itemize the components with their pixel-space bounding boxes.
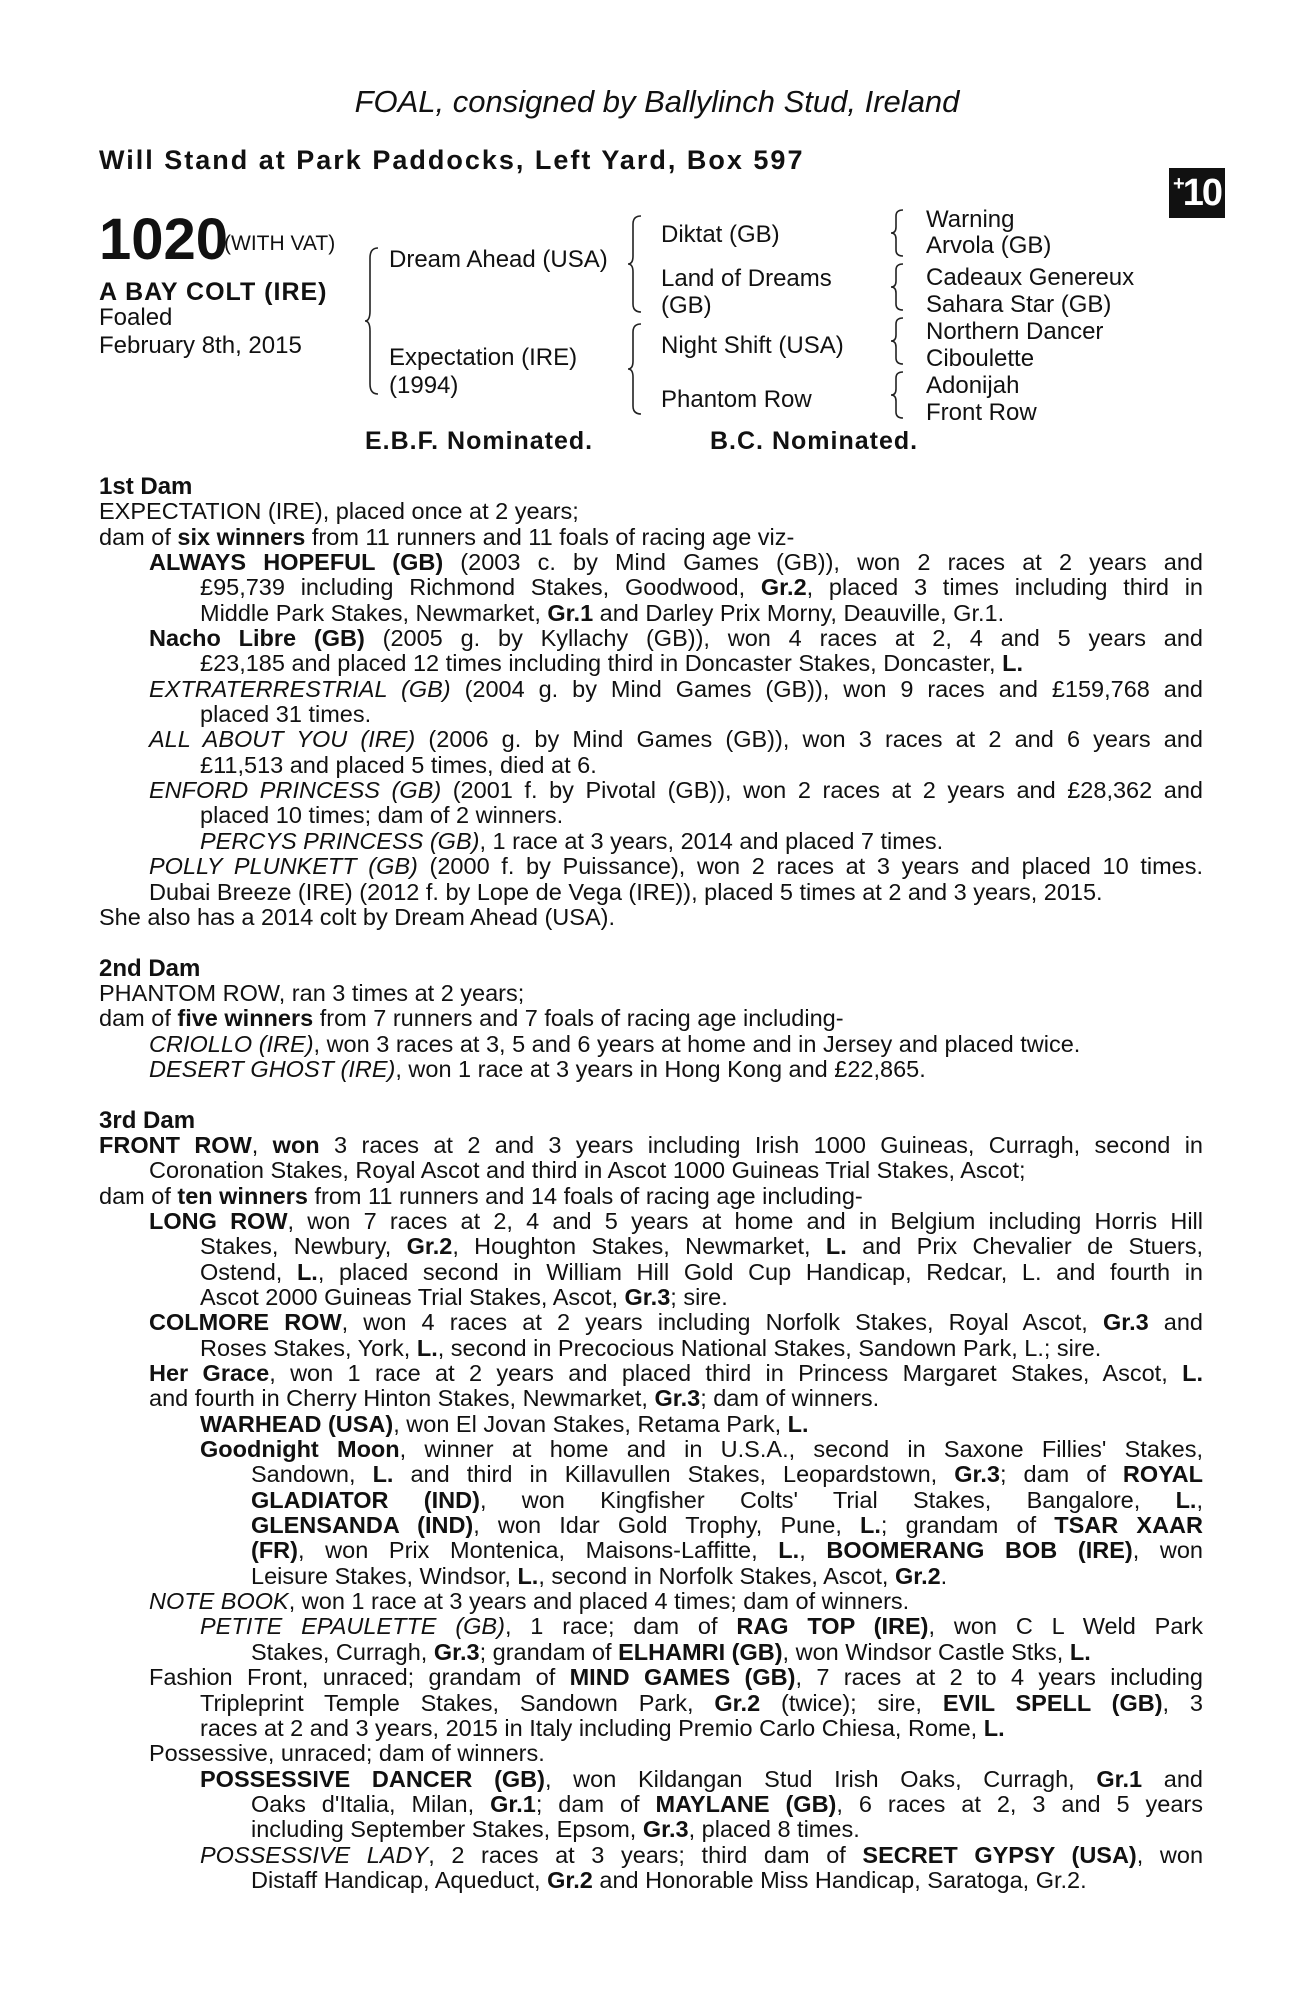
gg-4: Sahara Star (GB)	[926, 291, 1112, 318]
third-dam-line: Tripleprint Temple Stakes, Sandown Park, Gr.2 (twice); sire, EVIL SPELL (GB), 3	[200, 1689, 1203, 1716]
badge-plus-icon: +	[1173, 173, 1183, 195]
lot-number: 1020	[99, 207, 229, 272]
horse-description: A BAY COLT (IRE)	[99, 278, 328, 306]
third-dam-line: Sandown, L. and third in Killavullen Stakes, Leopardstown, Gr.3; dam of ROYAL	[251, 1461, 1203, 1488]
sire-dam-line2: (GB)	[661, 292, 712, 319]
third-dam-line: WARHEAD (USA), won El Jovan Stakes, Retama Park, L.	[200, 1410, 809, 1437]
third-dam-line: including September Stakes, Epsom, Gr.3, placed 8 times.	[251, 1816, 860, 1843]
second-dam-heading: 2nd Dam	[99, 954, 201, 982]
third-dam-line: Fashion Front, unraced; grandam of MIND GAMES (GB), 7 races at 2 to 4 years including	[149, 1664, 1204, 1691]
stand-location: Will Stand at Park Paddocks, Left Yard, Box 597	[99, 145, 805, 175]
gg-3: Cadeaux Genereux	[926, 264, 1135, 291]
bc-nomination: B.C. Nominated.	[710, 427, 919, 455]
third-dam-line: Roses Stakes, York, L., second in Precocious National Stakes, Sandown Park, L.; sire.	[200, 1334, 1102, 1361]
gg-brace-3	[891, 316, 907, 366]
third-dam-line: GLADIATOR (IND), won Kingfisher Colts' Trial Stakes, Bangalore, L.,	[251, 1486, 1203, 1513]
first-dam-line: PERCYS PRINCESS (GB), 1 race at 3 years, 2014 and placed 7 times.	[200, 827, 944, 854]
first-dam-heading: 1st Dam	[99, 473, 193, 500]
third-dam-line: PETITE EPAULETTE (GB), 1 race; dam of RAG TOP (IRE), won C L Weld Park	[200, 1613, 1203, 1640]
gg-2: Arvola (GB)	[926, 232, 1052, 259]
second-dam-line: PHANTOM ROW, ran 3 times at 2 years;	[99, 979, 525, 1006]
third-dam-line: Coronation Stakes, Royal Ascot and third in Ascot 1000 Guineas Trial Stakes, Ascot;	[149, 1157, 1026, 1184]
first-dam-line: Nacho Libre (GB) (2005 g. by Kyllachy (GB)), won 4 races at 2, 4 and 5 years and	[149, 625, 1203, 652]
gg-brace-2	[891, 262, 907, 312]
third-dam-line: (FR), won Prix Montenica, Maisons-Laffitte, L., BOOMERANG BOB (IRE), won	[251, 1537, 1203, 1564]
first-dam-line: dam of six winners from 11 runners and 11 foals of racing age viz-	[99, 523, 795, 550]
second-dam-line: DESERT GHOST (IRE), won 1 race at 3 years in Hong Kong and £22,865.	[149, 1055, 926, 1082]
dam-dam: Phantom Row	[661, 386, 812, 413]
third-dam-line: Distaff Handicap, Aqueduct, Gr.2 and Honorable Miss Handicap, Saratoga, Gr.2.	[251, 1866, 1087, 1893]
first-dam-line: ALL ABOUT YOU (IRE) (2006 g. by Mind Games (GB)), won 3 races at 2 and 6 years and	[149, 726, 1203, 753]
gg-brace-1	[891, 208, 907, 258]
gg-8: Front Row	[926, 399, 1037, 426]
first-dam-line: EXTRATERRESTRIAL (GB) (2004 g. by Mind Games (GB)), won 9 races and £159,768 and	[149, 675, 1204, 702]
first-dam-line: £11,513 and placed 5 times, died at 6.	[200, 751, 597, 778]
third-dam-line: Ostend, L., placed second in William Hill Gold Cup Handicap, Redcar, L. and fourth in	[200, 1258, 1203, 1285]
third-dam-line: COLMORE ROW, won 4 races at 2 years including Norfolk Stakes, Royal Ascot, Gr.3 and	[149, 1309, 1203, 1336]
gg-5: Northern Dancer	[926, 318, 1104, 345]
third-dam-line: Stakes, Newbury, Gr.2, Houghton Stakes, Newmarket, L. and Prix Chevalier de Stuers,	[200, 1233, 1203, 1260]
third-dam-line: Leisure Stakes, Windsor, L., second in Norfolk Stakes, Ascot, Gr.2.	[251, 1562, 948, 1589]
sire-dam-brace	[365, 246, 385, 396]
badge-number: 10	[1182, 172, 1221, 214]
first-dam-line: EXPECTATION (IRE), placed once at 2 years;	[99, 498, 579, 525]
foaled-label: Foaled	[99, 304, 173, 331]
third-dam-line: Ascot 2000 Guineas Trial Stakes, Ascot, Gr.3; sire.	[200, 1284, 728, 1310]
gg-7: Adonijah	[926, 372, 1020, 399]
dam-year: (1994)	[389, 372, 459, 399]
third-dam-line: Goodnight Moon, winner at home and in U.S.A., second in Saxone Fillies' Stakes,	[200, 1436, 1203, 1463]
catalogue-body	[99, 474, 1203, 1893]
first-dam-line: Middle Park Stakes, Newmarket, Gr.1 and Darley Prix Morny, Deauville, Gr.1.	[200, 599, 1005, 626]
second-dam-line: CRIOLLO (IRE), won 3 races at 3, 5 and 6 years at home and in Jersey and placed twice.	[149, 1030, 1081, 1057]
first-dam-line: placed 31 times.	[200, 701, 372, 728]
third-dam-heading: 3rd Dam	[99, 1106, 196, 1134]
gg-6: Ciboulette	[926, 345, 1035, 372]
consignor-title: FOAL, consigned by Ballylinch Stud, Ireland	[354, 84, 960, 119]
third-dam-line: and fourth in Cherry Hinton Stakes, Newmarket, Gr.3; dam of winners.	[149, 1385, 880, 1412]
foaled-date: February 8th, 2015	[99, 332, 302, 359]
dam-sire: Night Shift (USA)	[661, 332, 844, 359]
third-dam-line: Possessive, unraced; dam of winners.	[149, 1740, 545, 1767]
first-dam-line: ENFORD PRINCESS (GB) (2001 f. by Pivotal (GB)), won 2 races at 2 years and £28,362 and	[149, 777, 1203, 804]
sire-dam-line1: Land of Dreams	[661, 265, 832, 292]
third-dam-line: GLENSANDA (IND), won Idar Gold Trophy, Pune, L.; grandam of TSAR XAAR	[251, 1512, 1203, 1539]
third-dam-line: POSSESSIVE DANCER (GB), won Kildangan Stud Irish Oaks, Curragh, Gr.1 and	[200, 1765, 1204, 1792]
first-dam-line: Dubai Breeze (IRE) (2012 f. by Lope de Vega (IRE)), placed 5 times at 2 and 3 years, 2015.	[149, 878, 1103, 905]
gg-brace-4	[891, 370, 907, 420]
ebf-nomination: E.B.F. Nominated.	[365, 427, 594, 455]
dam-name: Expectation (IRE)	[389, 344, 578, 371]
first-dam-line: £95,739 including Richmond Stakes, Goodwood, Gr.2, placed 3 times including third in	[200, 574, 1203, 601]
third-dam-line: Oaks d'Italia, Milan, Gr.1; dam of MAYLANE (GB), 6 races at 2, 3 and 5 years	[251, 1790, 1203, 1817]
third-dam-line: LONG ROW, won 7 races at 2, 4 and 5 years at home and in Belgium including Horris Hill	[149, 1207, 1204, 1234]
lot-badge	[1169, 168, 1225, 218]
dam-brace	[628, 322, 648, 416]
third-dam-line: FRONT ROW, won 3 races at 2 and 3 years including Irish 1000 Guineas, Curragh, second in	[99, 1131, 1204, 1158]
gg-1: Warning	[926, 206, 1015, 233]
third-dam-line: races at 2 and 3 years, 2015 in Italy including Premio Carlo Chiesa, Rome, L.	[200, 1714, 1005, 1741]
vat-note: (WITH VAT)	[224, 232, 336, 255]
sire-sire: Diktat (GB)	[661, 221, 780, 248]
first-dam-line: £23,185 and placed 12 times including third in Doncaster Stakes, Doncaster, L.	[200, 650, 1023, 677]
third-dam-line: POSSESSIVE LADY, 2 races at 3 years; third dam of SECRET GYPSY (USA), won	[200, 1841, 1204, 1868]
third-dam-line: dam of ten winners from 11 runners and 14 foals of racing age including-	[99, 1182, 863, 1209]
third-dam-line: Stakes, Curragh, Gr.3; grandam of ELHAMRI (GB), won Windsor Castle Stks, L.	[251, 1638, 1091, 1665]
third-dam-line: Her Grace, won 1 race at 2 years and placed third in Princess Margaret Stakes, Ascot, L.	[149, 1360, 1203, 1387]
first-dam-line: She also has a 2014 colt by Dream Ahead (USA).	[99, 903, 615, 930]
sire-brace	[628, 214, 648, 314]
third-dam-line: NOTE BOOK, won 1 race at 3 years and placed 4 times; dam of winners.	[149, 1588, 910, 1615]
sire-name: Dream Ahead (USA)	[389, 246, 608, 273]
first-dam-line: POLLY PLUNKETT (GB) (2000 f. by Puissance), won 2 races at 3 years and placed 10 times.	[149, 853, 1204, 880]
second-dam-line: dam of five winners from 7 runners and 7 foals of racing age including-	[99, 1005, 844, 1032]
first-dam-line: ALWAYS HOPEFUL (GB) (2003 c. by Mind Games (GB)), won 2 races at 2 years and	[149, 549, 1204, 576]
first-dam-line: placed 10 times; dam of 2 winners.	[200, 802, 564, 829]
